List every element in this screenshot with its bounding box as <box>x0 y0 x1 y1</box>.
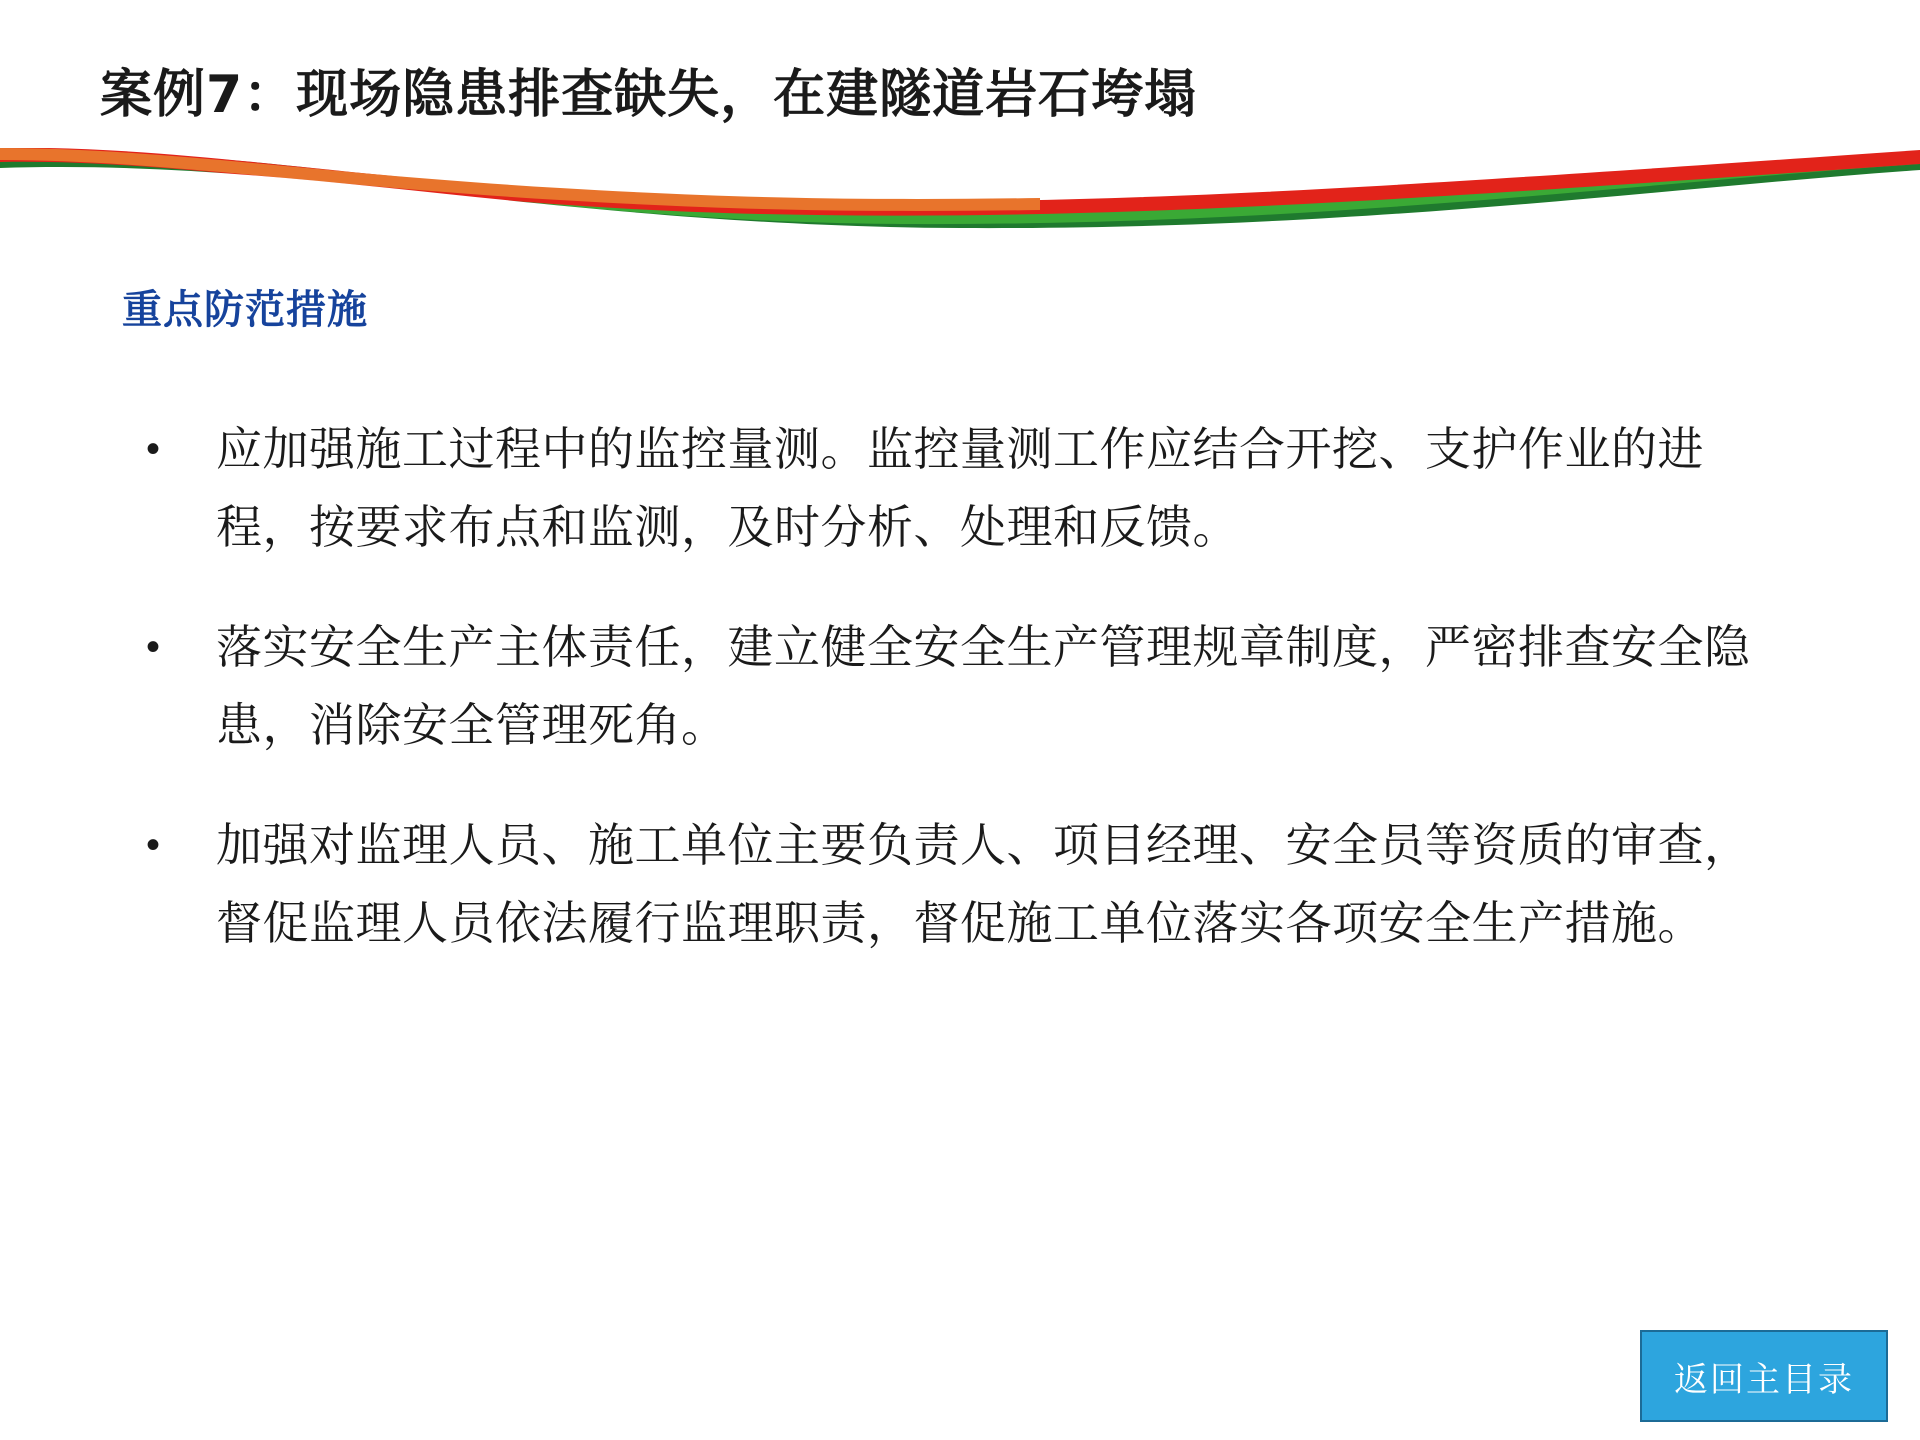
list-item-text: 加强对监理人员、施工单位主要负责人、项目经理、安全员等资质的审查，督促监理人员依法履行监理职责，督促施工单位落实各项安全生产措施。 <box>216 818 1751 950</box>
section-heading: 重点防范措施 <box>122 287 368 333</box>
list-item-text: 应加强施工过程中的监控量测。监控量测工作应结合开挖、支护作业的进程，按要求布点和监测，及时分析、处理和反馈。 <box>216 422 1704 554</box>
page-title: 案例7：现场隐患排查缺失，在建隧道岩石垮塌 <box>100 65 1198 125</box>
list-item-text: 落实安全生产主体责任，建立健全安全生产管理规章制度，严密排查安全隐患，消除安全管理死角。 <box>216 620 1751 752</box>
list-item <box>130 806 1810 962</box>
list-item <box>130 608 1810 764</box>
bullet-dot-icon: • <box>146 427 161 471</box>
decorative-swoosh-band <box>0 148 1920 248</box>
bullet-list <box>130 410 1810 1004</box>
bullet-dot-icon: • <box>146 625 161 669</box>
bullet-dot-icon: • <box>146 823 161 867</box>
list-item <box>130 410 1810 566</box>
return-to-main-menu-button[interactable]: 返回主目录 <box>1640 1330 1888 1422</box>
